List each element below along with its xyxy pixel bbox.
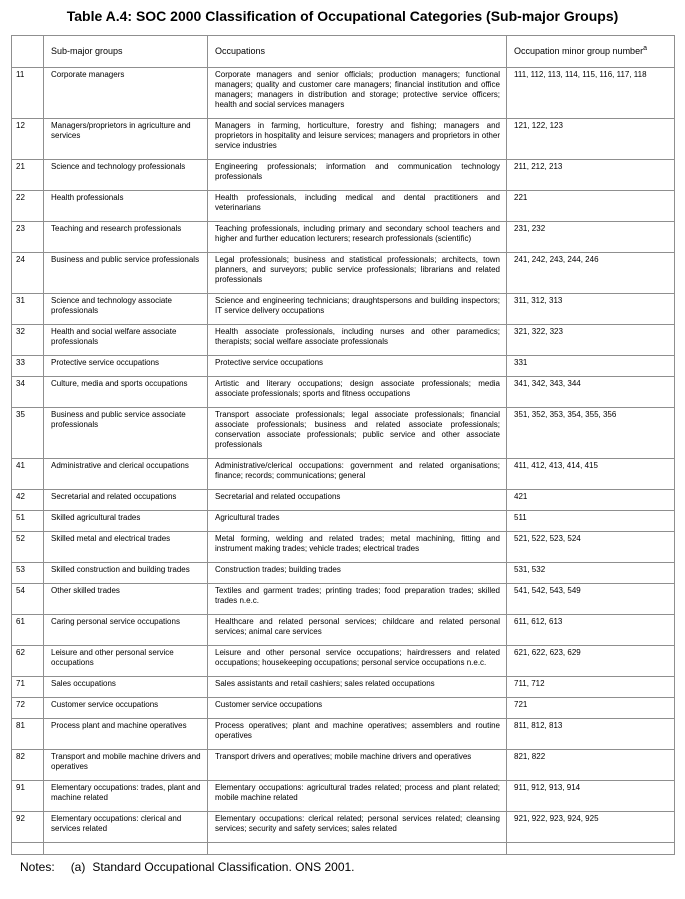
cell-group: Skilled metal and electrical trades	[44, 532, 208, 563]
cell-minor: 321, 322, 323	[507, 325, 675, 356]
cell-group: Business and public service professionals	[44, 253, 208, 294]
cell-code	[12, 843, 44, 855]
cell-group: Customer service occupations	[44, 698, 208, 719]
table-row	[12, 490, 675, 511]
cell-minor: 611, 612, 613	[507, 615, 675, 646]
cell-minor: 231, 232	[507, 222, 675, 253]
cell-occupations: Elementary occupations: agricultural trades related; process and plant related; mobile machine related	[208, 781, 507, 812]
cell-occupations: Process operatives; plant and machine operatives; assemblers and routine operatives	[208, 719, 507, 750]
cell-group: Culture, media and sports occupations	[44, 377, 208, 408]
cell-code: 23	[12, 222, 44, 253]
table-row	[12, 253, 675, 294]
table-row	[12, 511, 675, 532]
cell-code: 53	[12, 563, 44, 584]
notes-marker: (a)	[70, 860, 86, 874]
cell-minor: 351, 352, 353, 354, 355, 356	[507, 408, 675, 459]
cell-occupations: Health associate professionals, including nurses and other paramedics; therapists; social welfare associate professionals	[208, 325, 507, 356]
table-row	[12, 222, 675, 253]
table-header	[12, 36, 675, 68]
cell-group: Leisure and other personal service occupations	[44, 646, 208, 677]
col-header-submajor-groups: Sub-major groups	[44, 36, 208, 68]
cell-occupations: Agricultural trades	[208, 511, 507, 532]
cell-group: Protective service occupations	[44, 356, 208, 377]
cell-occupations: Elementary occupations: clerical related; personal services related; cleansing services; security and safety services; sales related	[208, 812, 507, 843]
cell-minor: 111, 112, 113, 114, 115, 116, 117, 118	[507, 68, 675, 119]
cell-code: 52	[12, 532, 44, 563]
cell-group: Corporate managers	[44, 68, 208, 119]
notes-text: Standard Occupational Classification. ONS 2001.	[92, 860, 355, 874]
cell-occupations: Engineering professionals; information and communication technology professionals	[208, 160, 507, 191]
cell-group: Transport and mobile machine drivers and operatives	[44, 750, 208, 781]
table-row	[12, 532, 675, 563]
cell-minor: 421	[507, 490, 675, 511]
cell-occupations: Teaching professionals, including primary and secondary school teachers and higher and further education lecturers; research professionals (scientific)	[208, 222, 507, 253]
table-row	[12, 377, 675, 408]
cell-code: 32	[12, 325, 44, 356]
cell-occupations: Textiles and garment trades; printing trades; food preparation trades; skilled trades n.e.c.	[208, 584, 507, 615]
table-body	[12, 68, 675, 855]
cell-minor: 311, 312, 313	[507, 294, 675, 325]
cell-code: 42	[12, 490, 44, 511]
col-header-occupations: Occupations	[208, 36, 507, 68]
cell-occupations: Managers in farming, horticulture, forestry and fishing; managers and proprietors in hospitality and leisure services; managers and proprietors in other service industries	[208, 119, 507, 160]
col-header-minor-label: Occupation minor group number	[514, 46, 644, 56]
table-row	[12, 191, 675, 222]
cell-occupations: Transport drivers and operatives; mobile machine drivers and operatives	[208, 750, 507, 781]
footnote-marker-a: a	[643, 45, 647, 52]
col-header-minor-group-number	[507, 36, 675, 68]
cell-occupations: Science and engineering technicians; draughtspersons and building inspectors; IT service delivery occupations	[208, 294, 507, 325]
table-row	[12, 459, 675, 490]
cell-minor: 821, 822	[507, 750, 675, 781]
cell-minor: 241, 242, 243, 244, 246	[507, 253, 675, 294]
cell-code: 54	[12, 584, 44, 615]
cell-group: Business and public service associate professionals	[44, 408, 208, 459]
table-row	[12, 160, 675, 191]
cell-minor: 411, 412, 413, 414, 415	[507, 459, 675, 490]
table-row	[12, 781, 675, 812]
cell-code: 92	[12, 812, 44, 843]
cell-occupations: Healthcare and related personal services; childcare and related personal services; animal care services	[208, 615, 507, 646]
notes	[20, 860, 685, 875]
cell-occupations: Legal professionals; business and statistical professionals; architects, town planners, and surveyors; public service professionals; librarians and related professionals	[208, 253, 507, 294]
cell-group: Secretarial and related occupations	[44, 490, 208, 511]
cell-occupations: Customer service occupations	[208, 698, 507, 719]
cell-occupations: Sales assistants and retail cashiers; sales related occupations	[208, 677, 507, 698]
cell-code: 51	[12, 511, 44, 532]
cell-code: 41	[12, 459, 44, 490]
table-row	[12, 698, 675, 719]
cell-code: 31	[12, 294, 44, 325]
cell-code: 22	[12, 191, 44, 222]
cell-occupations: Protective service occupations	[208, 356, 507, 377]
cell-minor: 531, 532	[507, 563, 675, 584]
table-row	[12, 719, 675, 750]
cell-group: Process plant and machine operatives	[44, 719, 208, 750]
cell-group: Health and social welfare associate professionals	[44, 325, 208, 356]
cell-code: 24	[12, 253, 44, 294]
cell-minor: 521, 522, 523, 524	[507, 532, 675, 563]
cell-code: 35	[12, 408, 44, 459]
table-row	[12, 677, 675, 698]
cell-minor: 121, 122, 123	[507, 119, 675, 160]
page-title: Table A.4: SOC 2000 Classification of Occupational Categories (Sub-major Groups)	[66, 8, 619, 24]
cell-occupations	[208, 843, 507, 855]
cell-code: 61	[12, 615, 44, 646]
cell-occupations: Leisure and other personal service occupations; hairdressers and related occupations; housekeeping occupations; personal service occupations n.e.c.	[208, 646, 507, 677]
cell-minor: 911, 912, 913, 914	[507, 781, 675, 812]
cell-minor: 621, 622, 623, 629	[507, 646, 675, 677]
header-row	[12, 36, 675, 68]
table-row	[12, 584, 675, 615]
cell-group: Science and technology professionals	[44, 160, 208, 191]
table-row	[12, 615, 675, 646]
cell-occupations: Metal forming, welding and related trades; metal machining, fitting and instrument making trades; vehicle trades; electrical trades	[208, 532, 507, 563]
table-row	[12, 646, 675, 677]
cell-group: Teaching and research professionals	[44, 222, 208, 253]
cell-code: 34	[12, 377, 44, 408]
cell-minor: 711, 712	[507, 677, 675, 698]
cell-occupations: Construction trades; building trades	[208, 563, 507, 584]
table-row	[12, 812, 675, 843]
cell-code: 81	[12, 719, 44, 750]
cell-code: 82	[12, 750, 44, 781]
table-row	[12, 119, 675, 160]
cell-minor: 221	[507, 191, 675, 222]
table-row	[12, 294, 675, 325]
cell-minor: 721	[507, 698, 675, 719]
cell-occupations: Health professionals, including medical and dental practitioners and veterinarians	[208, 191, 507, 222]
cell-minor	[507, 843, 675, 855]
cell-group	[44, 843, 208, 855]
table-row	[12, 750, 675, 781]
cell-group: Sales occupations	[44, 677, 208, 698]
cell-group: Administrative and clerical occupations	[44, 459, 208, 490]
notes-label: Notes:	[20, 860, 55, 874]
table-row	[12, 563, 675, 584]
table-row	[12, 356, 675, 377]
cell-code: 71	[12, 677, 44, 698]
cell-minor: 541, 542, 543, 549	[507, 584, 675, 615]
cell-minor: 341, 342, 343, 344	[507, 377, 675, 408]
cell-group: Other skilled trades	[44, 584, 208, 615]
cell-group: Elementary occupations: trades, plant and machine related	[44, 781, 208, 812]
cell-code: 62	[12, 646, 44, 677]
cell-minor: 211, 212, 213	[507, 160, 675, 191]
cell-code: 21	[12, 160, 44, 191]
table-row	[12, 68, 675, 119]
table-row	[12, 325, 675, 356]
cell-code: 12	[12, 119, 44, 160]
cell-code: 72	[12, 698, 44, 719]
empty-row	[12, 843, 675, 855]
cell-minor: 811, 812, 813	[507, 719, 675, 750]
cell-group: Science and technology associate professionals	[44, 294, 208, 325]
table-row	[12, 408, 675, 459]
cell-occupations: Transport associate professionals; legal associate professionals; financial associate professionals; business and related associate professionals; conservation associate professionals; public service and other associate professionals	[208, 408, 507, 459]
cell-code: 11	[12, 68, 44, 119]
cell-minor: 331	[507, 356, 675, 377]
cell-group: Skilled agricultural trades	[44, 511, 208, 532]
cell-occupations: Administrative/clerical occupations: government and related organisations; finance; records; communications; general	[208, 459, 507, 490]
cell-group: Elementary occupations: clerical and services related	[44, 812, 208, 843]
cell-occupations: Corporate managers and senior officials; production managers; functional managers; quality and customer care managers; financial institution and office managers; managers in distribution and storage; protective service officers; health and social services managers	[208, 68, 507, 119]
cell-occupations: Artistic and literary occupations; design associate professionals; media associate professionals; sports and fitness occupations	[208, 377, 507, 408]
col-header-code	[12, 36, 44, 68]
cell-group: Managers/proprietors in agriculture and services	[44, 119, 208, 160]
cell-code: 91	[12, 781, 44, 812]
cell-group: Caring personal service occupations	[44, 615, 208, 646]
cell-occupations: Secretarial and related occupations	[208, 490, 507, 511]
cell-code: 33	[12, 356, 44, 377]
cell-minor: 511	[507, 511, 675, 532]
cell-group: Health professionals	[44, 191, 208, 222]
cell-group: Skilled construction and building trades	[44, 563, 208, 584]
classification-table	[11, 35, 675, 855]
cell-minor: 921, 922, 923, 924, 925	[507, 812, 675, 843]
